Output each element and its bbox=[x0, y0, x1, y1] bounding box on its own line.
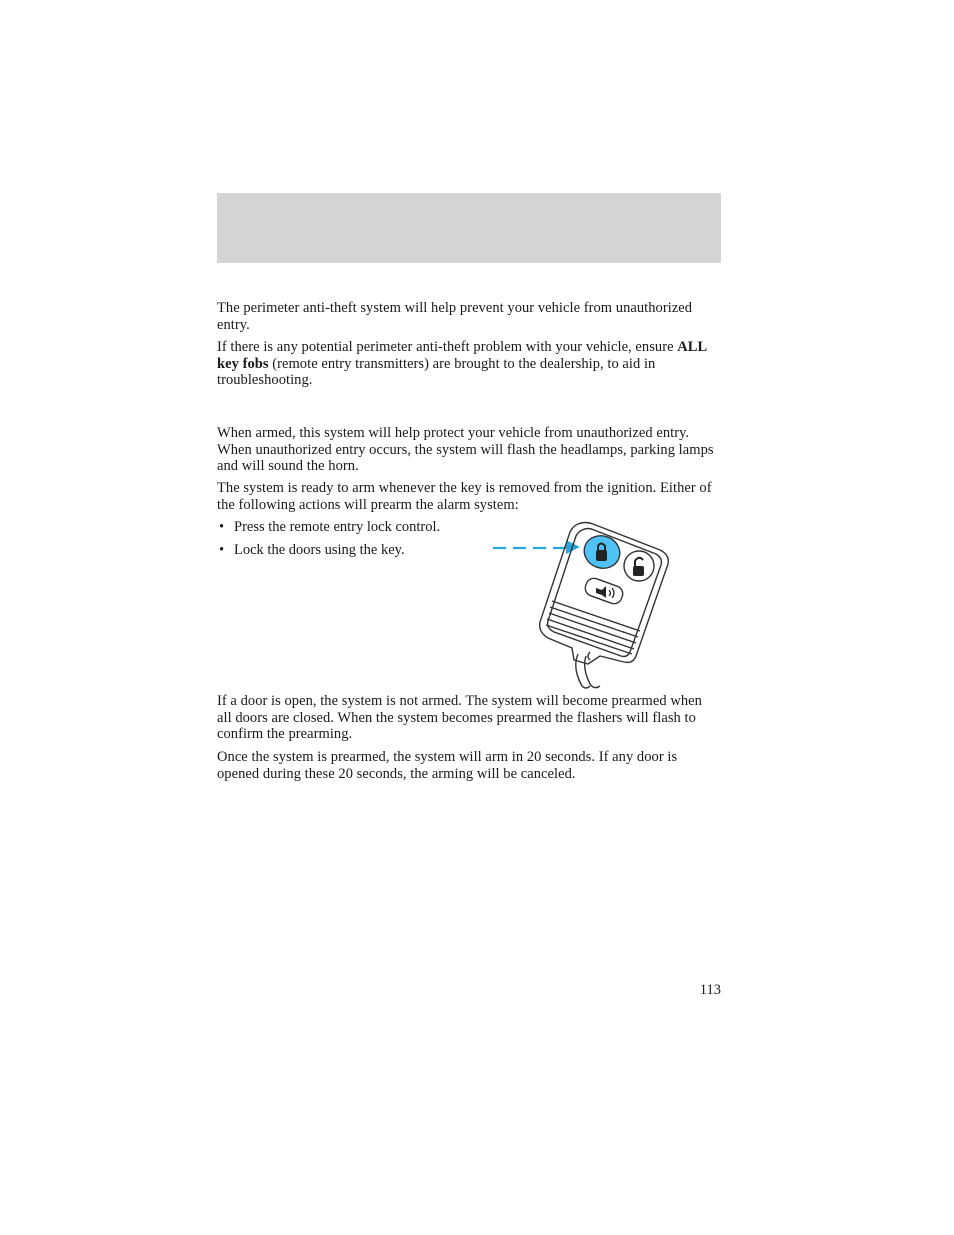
page-number: 113 bbox=[699, 982, 721, 998]
list-item bbox=[217, 542, 477, 559]
key-ring-icon bbox=[576, 652, 600, 688]
paragraph-arming-delay: Once the system is prearmed, the system will arm in 20 seconds. If any door is opened during these 20 seconds, the arming will be canceled. bbox=[217, 749, 678, 782]
paragraph-door-open: If a door is open, the system is not armed. The system will become prearmed when all doors are closed. When the system becomes prearmed the flashers will flash to confirm the prearming. bbox=[217, 693, 702, 742]
section-header-band bbox=[217, 193, 721, 263]
list-item-text: Press the remote entry lock control. bbox=[234, 519, 441, 535]
panic-button-icon bbox=[583, 576, 625, 606]
paragraph-ready-to-arm: The system is ready to arm whenever the key is removed from the ignition. Either of the following actions will prearm the alarm system: bbox=[217, 480, 712, 513]
paragraph-armed: When armed, this system will help protect your vehicle from unauthorized entry. When unauthorized entry occurs, the system will flash the headlamps, parking lamps and will sound the horn. bbox=[217, 425, 714, 474]
paragraph-key-fobs bbox=[217, 339, 717, 389]
lock-button-icon bbox=[580, 531, 625, 573]
key-fob-illustration bbox=[490, 518, 680, 690]
paragraph-key-fobs-start: If there is any potential perimeter anti-theft problem with your vehicle, ensure bbox=[217, 339, 678, 355]
bullet-marker: • bbox=[219, 541, 225, 558]
paragraph-key-fobs-end: (remote entry transmitters) are brought to the dealership, to aid in troubleshooting. bbox=[217, 355, 656, 388]
paragraph-intro: The perimeter anti-theft system will help prevent your vehicle from unauthorized entry. bbox=[217, 300, 693, 333]
prearm-actions-list bbox=[217, 519, 477, 564]
unlock-button-icon bbox=[624, 551, 654, 581]
bullet-marker: • bbox=[219, 519, 225, 535]
list-item bbox=[217, 519, 477, 536]
list-item-text: Lock the doors using the key. bbox=[234, 541, 405, 558]
paragraph-key-fobs-bold: ALL key fobs bbox=[217, 339, 707, 372]
